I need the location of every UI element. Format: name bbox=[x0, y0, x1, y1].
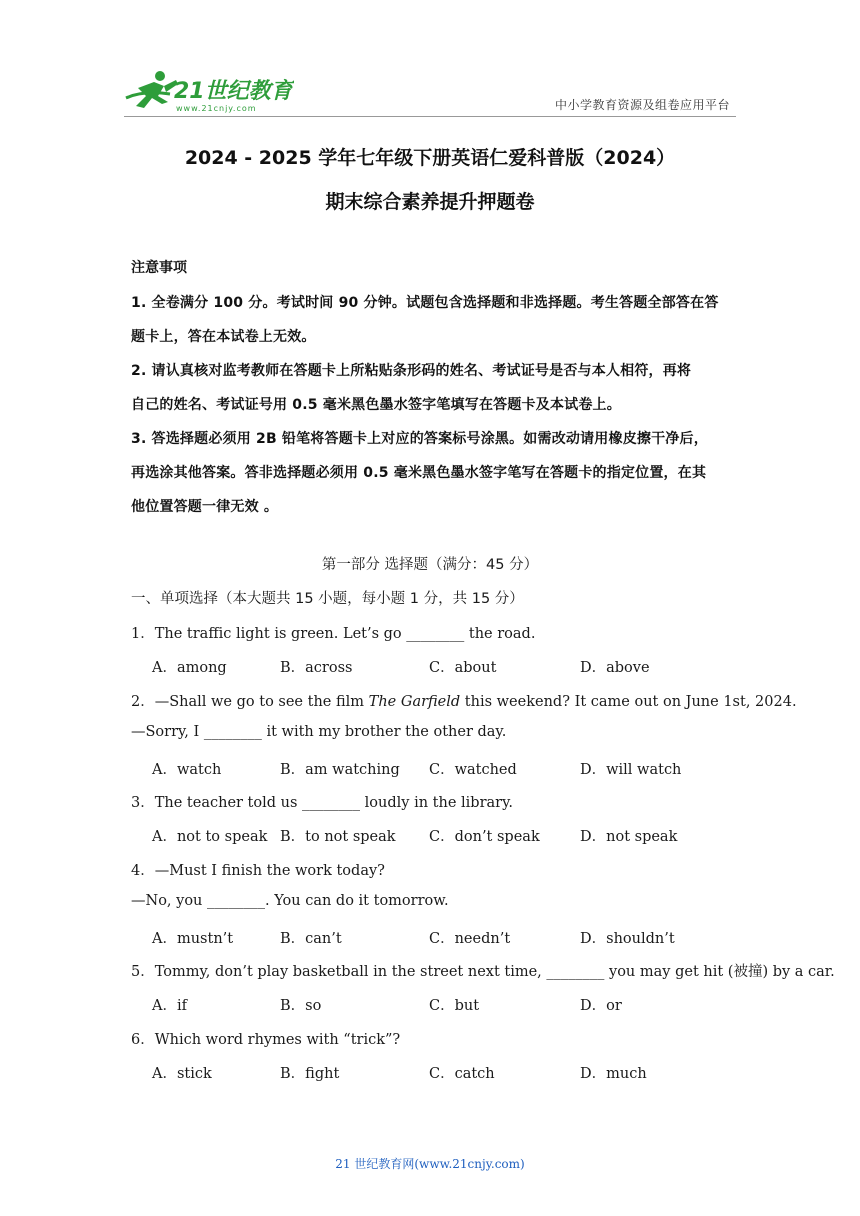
page-footer[interactable]: 21 世纪教育网(www.21cnjy.com) bbox=[335, 1157, 525, 1171]
option-b[interactable]: B．am watching bbox=[280, 762, 400, 778]
question-4-reply: —No, you ________. You can do it tomorrow. bbox=[131, 893, 449, 909]
question-1-options bbox=[152, 656, 752, 676]
notice-heading: 注意事项 bbox=[131, 260, 187, 276]
option-d[interactable]: D．above bbox=[580, 660, 650, 676]
question-3-options bbox=[152, 825, 752, 845]
notice-item-2-line-1: 2. 请认真核对监考教师在答题卡上所粘贴条形码的姓名、考试证号是否与本人相符，再将 bbox=[131, 363, 692, 379]
option-d[interactable]: D．or bbox=[580, 998, 622, 1014]
option-a[interactable]: A．if bbox=[152, 998, 187, 1014]
question-2-stem bbox=[131, 690, 797, 711]
question-2-reply: —Sorry, I ________ it with my brother the other day. bbox=[131, 724, 507, 740]
option-c[interactable]: C．catch bbox=[429, 1066, 495, 1082]
option-d[interactable]: D．will watch bbox=[580, 762, 682, 778]
question-4-stem: 4．—Must I finish the work today? bbox=[131, 863, 385, 879]
question-1-stem: 1．The traffic light is green. Let’s go ________ the road. bbox=[131, 626, 536, 642]
film-title: The Garfield bbox=[368, 694, 461, 710]
option-d[interactable]: D．shouldn’t bbox=[580, 931, 675, 947]
option-a[interactable]: A．stick bbox=[152, 1066, 212, 1082]
site-logo bbox=[124, 68, 294, 114]
option-d[interactable]: D．not speak bbox=[580, 829, 678, 845]
svg-text:www.21cnjy.com: www.21cnjy.com bbox=[176, 104, 257, 113]
question-2-stem-start: 2．—Shall we go to see the film bbox=[131, 694, 369, 710]
option-d[interactable]: D．much bbox=[580, 1066, 647, 1082]
question-3-stem: 3．The teacher told us ________ loudly in the library. bbox=[131, 795, 513, 811]
page-header bbox=[0, 0, 860, 122]
notice-section bbox=[131, 252, 731, 524]
exam-title: 2024 - 2025 学年七年级下册英语仁爱科普版（2024） bbox=[184, 147, 676, 169]
question-6-stem: 6．Which word rhymes with “trick”? bbox=[131, 1032, 401, 1048]
option-a[interactable]: A．mustn’t bbox=[152, 931, 234, 947]
notice-item-1-line-1: 1. 全卷满分 100 分。考试时间 90 分钟。试题包含选择题和非选择题。考生答题全部答在答 bbox=[131, 295, 719, 311]
question-2-options bbox=[152, 758, 752, 778]
notice-item-3-line-1: 3. 答选择题必须用 2B 铅笔将答题卡上对应的答案标号涂黑。如需改动请用橡皮擦干净后， bbox=[131, 431, 708, 447]
part-title: 第一部分 选择题（满分：45 分） bbox=[321, 557, 539, 573]
option-a[interactable]: A．not to speak bbox=[152, 829, 268, 845]
notice-item-2-line-2: 自己的姓名、考试证号用 0.5 毫米黑色墨水签字笔填写在答题卡及本试卷上。 bbox=[131, 397, 621, 413]
svg-text:21世纪教育: 21世纪教育 bbox=[174, 79, 293, 104]
option-b[interactable]: B．so bbox=[280, 998, 322, 1014]
exam-subtitle: 期末综合素养提升押题卷 bbox=[325, 191, 535, 213]
question-4-options bbox=[152, 927, 752, 947]
platform-label: 中小学教育资源及组卷应用平台 bbox=[554, 98, 730, 112]
option-c[interactable]: C．watched bbox=[429, 762, 517, 778]
notice-item-3-line-3: 他位置答题一律无效 。 bbox=[131, 499, 279, 515]
option-b[interactable]: B．to not speak bbox=[280, 829, 396, 845]
option-b[interactable]: B．fight bbox=[280, 1066, 340, 1082]
notice-item-3-line-2: 再选涂其他答案。答非选择题必须用 0.5 毫米黑色墨水签字笔写在答题卡的指定位置，在其 bbox=[131, 465, 707, 481]
option-c[interactable]: C．about bbox=[429, 660, 497, 676]
notice-item-1-line-2: 题卡上，答在本试卷上无效。 bbox=[131, 329, 316, 345]
option-c[interactable]: C．needn’t bbox=[429, 931, 511, 947]
option-c[interactable]: C．but bbox=[429, 998, 480, 1014]
option-c[interactable]: C．don’t speak bbox=[429, 829, 540, 845]
question-5-stem: 5．Tommy, don’t play basketball in the street next time, ________ you may get hit (被撞) by a car. bbox=[131, 964, 835, 980]
option-a[interactable]: A．watch bbox=[152, 762, 222, 778]
option-b[interactable]: B．across bbox=[280, 660, 353, 676]
question-2-stem-end: this weekend? It came out on June 1st, 2024. bbox=[460, 694, 797, 710]
header-divider bbox=[124, 116, 736, 117]
option-b[interactable]: B．can’t bbox=[280, 931, 342, 947]
question-6-options bbox=[152, 1062, 752, 1082]
option-a[interactable]: A．among bbox=[152, 660, 227, 676]
question-5-options bbox=[152, 994, 752, 1014]
section-title: 一、单项选择（本大题共 15 小题，每小题 1 分，共 15 分） bbox=[131, 591, 524, 607]
